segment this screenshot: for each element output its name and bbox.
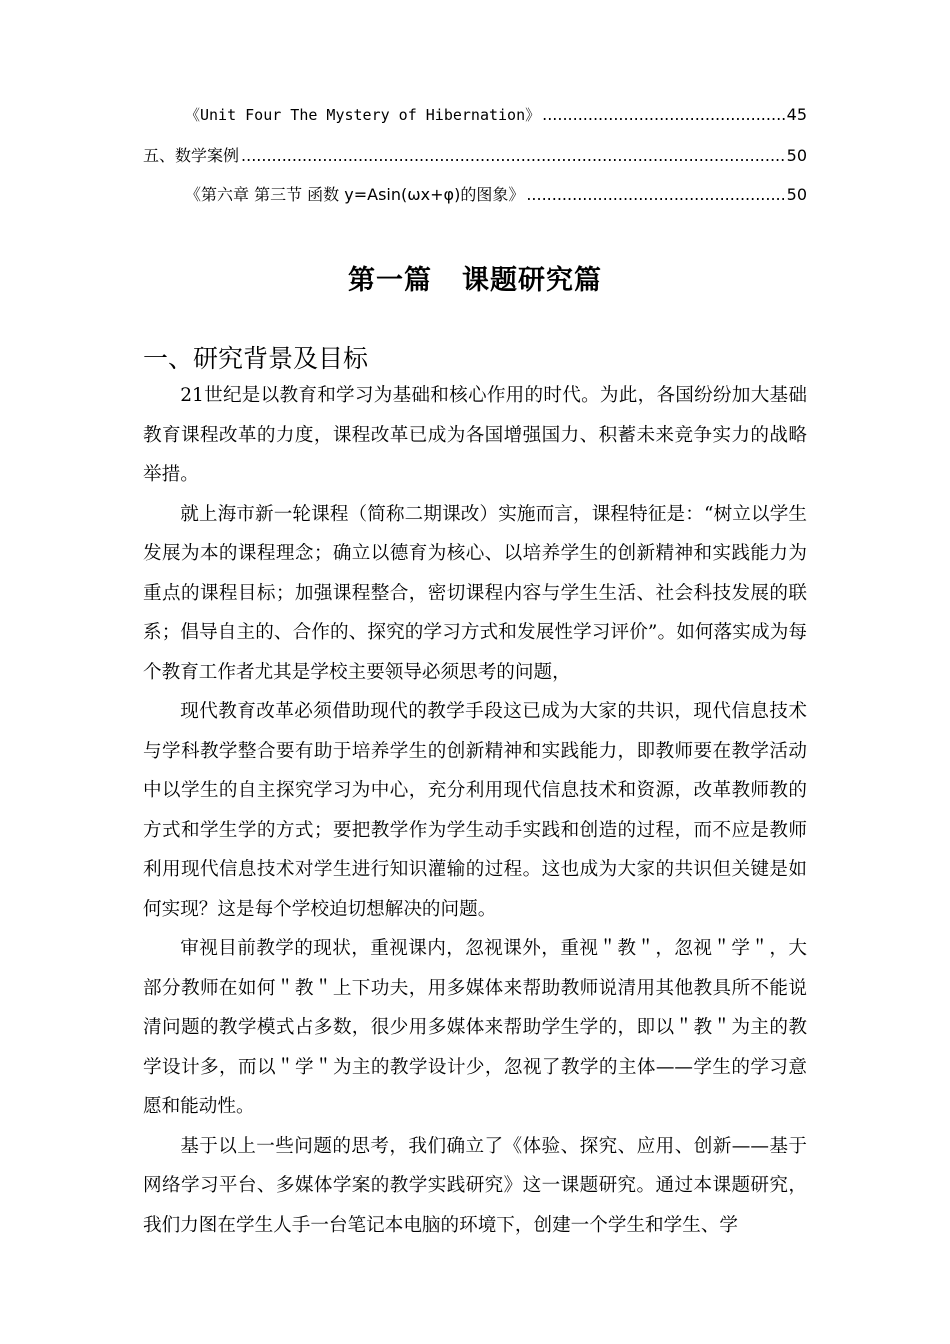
paragraph: 审视目前教学的现状，重视课内，忽视课外，重视＂教＂，忽视＂学＂，大部分教师在如何＂教＂上下功夫，用多媒体来帮助教师说清用其他教具所不能说清问题的教学模式占多数，很少用多媒体来帮助学生学的，即以＂教＂为主的教学设计多，而以＂学＂为主的教学设计少，忽视了教学的主体——学生的学习意愿和能动性。 — [143, 938, 807, 1117]
part-number: 第一篇 — [348, 265, 432, 296]
toc-leader-dots — [542, 105, 785, 124]
section-heading: 一、研究背景及目标 — [143, 344, 369, 373]
toc-entry[interactable] — [143, 143, 807, 182]
table-of-contents — [143, 104, 807, 221]
part-name: 课题研究篇 — [462, 265, 602, 296]
paragraph: 基于以上一些问题的思考，我们确立了《体验、探究、应用、创新——基于网络学习平台、多媒体学案的教学实践研究》这一课题研究。通过本课题研究，我们力图在学生人手一台笔记本电脑的环境下，创建一个学生和学生、学 — [143, 1135, 807, 1236]
body-text — [143, 376, 807, 1245]
toc-entry-page: 50 — [786, 146, 807, 165]
paragraph: 就上海市新一轮课程（简称二期课改）实施而言，课程特征是：“树立以学生发展为本的课程理念；确立以德育为核心、以培养学生的创新精神和实践能力为重点的课程目标；加强课程整合，密切课程内容与学生生活、社会科技发展的联系；倡导自主的、合作的、探究的学习方式和发展性学习评价”。如何落实成为每个教育工作者尤其是学校主要领导必须思考的问题， — [143, 503, 807, 683]
toc-entry-title: 《第六章 第三节 函数 y=Asin(ωx+φ)的图象》 — [185, 185, 525, 204]
toc-leader-dots — [241, 146, 785, 165]
toc-entry-page: 45 — [786, 105, 807, 124]
paragraph: 现代教育改革必须借助现代的教学手段这已成为大家的共识，现代信息技术与学科教学整合要有助于培养学生的创新精神和实践能力，即教师要在教学活动中以学生的自主探究学习为中心，充分利用现代信息技术和资源，改革教师教的方式和学生学的方式；要把教学作为学生动手实践和创造的过程，而不应是教师利用现代信息技术对学生进行知识灌输的过程。这也成为大家的共识但关键是如何实现？这是每个学校迫切想解决的问题。 — [143, 701, 807, 920]
part-heading — [0, 258, 950, 297]
toc-entry[interactable] — [143, 104, 807, 143]
toc-entry[interactable] — [143, 182, 807, 221]
toc-entry-page: 50 — [786, 185, 807, 204]
toc-leader-dots — [526, 185, 784, 204]
toc-entry-title: 五、数学案例 — [143, 146, 240, 165]
toc-entry-title: 《Unit Four The Mystery of Hibernation》 — [185, 106, 541, 124]
paragraph: 21世纪是以教育和学习为基础和核心作用的时代。为此，各国纷纷加大基础教育课程改革的力度，课程改革已成为各国增强国力、积蓄未来竞争实力的战略举措。 — [143, 385, 807, 485]
